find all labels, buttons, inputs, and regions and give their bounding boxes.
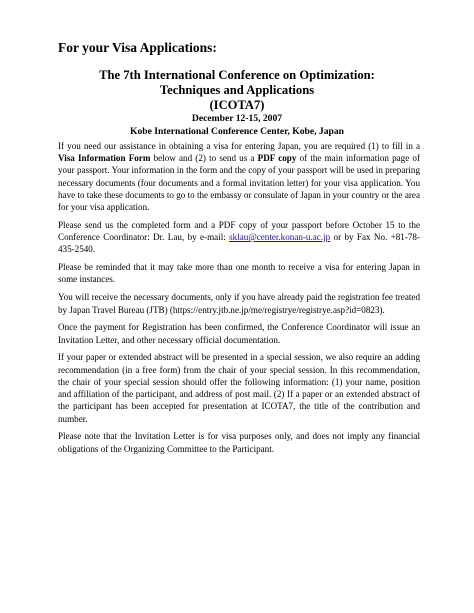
paragraph-text: or by Fax No. +81-78-435-2540. xyxy=(58,232,420,255)
pdf-copy-text: PDF copy xyxy=(257,153,297,164)
paragraph-text: Please send us the completed form and a PDF copy of your passport before October 15 to the Conference Coordinator: Dr. Lau, by e-mail: xyxy=(58,219,420,243)
paragraph-registration-fee: You will receive the necessary documents, only if you have already paid the registration fee treated by Japan Travel Bureau (JTB) (https://entry.jtb.ne.jp/me/registrye/registrye.asp?id=0823). xyxy=(58,292,420,315)
paragraph-text: below and (2) to send us a xyxy=(150,153,258,164)
paragraph-text: of the main information page of your passport. Your information in the form and the copy of your passport will be used in preparing necessary documents (four documents and a formal invitation letter) for your visa application. You have to take these documents to go to the embassy or consulate of Japan in your country or the area for your visa application. xyxy=(58,153,421,213)
paragraph-send-form xyxy=(58,219,420,256)
conference-title-line-1: The 7th International Conference on Optimization: xyxy=(99,68,375,82)
paragraph-payment-confirmed: Once the payment for Registration has been confirmed, the Conference Coordinator will issue an Invitation Letter, and other necessary official documentation. xyxy=(58,322,420,345)
visa-information-form-text: Visa Information Form xyxy=(58,153,151,164)
paragraph-note: Please note that the Invitation Letter is for visa purposes only, and does not imply any financial obligations of the Organizing Committee to the Participant. xyxy=(58,431,420,454)
conference-title-block xyxy=(40,68,434,138)
paragraph-reminder: Please be reminded that it may take more than one month to receive a visa for entering Japan in some instances. xyxy=(58,262,420,285)
paragraph-text: If you need our assistance in obtaining a visa for entering Japan, you are required (1) to fill in a xyxy=(58,141,420,151)
conference-date: December 12-15, 2007 xyxy=(191,113,283,124)
paragraph-visa-assistance xyxy=(58,140,420,213)
document-body xyxy=(58,140,420,460)
email-link[interactable]: sklau@center.konan-u.ac.jp xyxy=(229,232,331,243)
paragraph-special-session: If your paper or extended abstract will be presented in a special session, we also require an adding recommendation (in a free form) from the chair of your special session. In this recommendation, the chair of your special session should offer the following information: (1) your name, position and affiliation of the participant, and address of post mail. (2) If a paper or an extended abstract of the participant has been accepted for presentation at ICOTA7, the title of the contribution and number. xyxy=(58,352,420,424)
conference-title-line-2: Techniques and Applications xyxy=(159,83,315,97)
conference-title-line-3: (ICOTA7) xyxy=(209,98,265,112)
page-heading: For your Visa Applications: xyxy=(58,40,217,55)
conference-venue: Kobe International Conference Center, Kobe, Japan xyxy=(130,125,344,137)
